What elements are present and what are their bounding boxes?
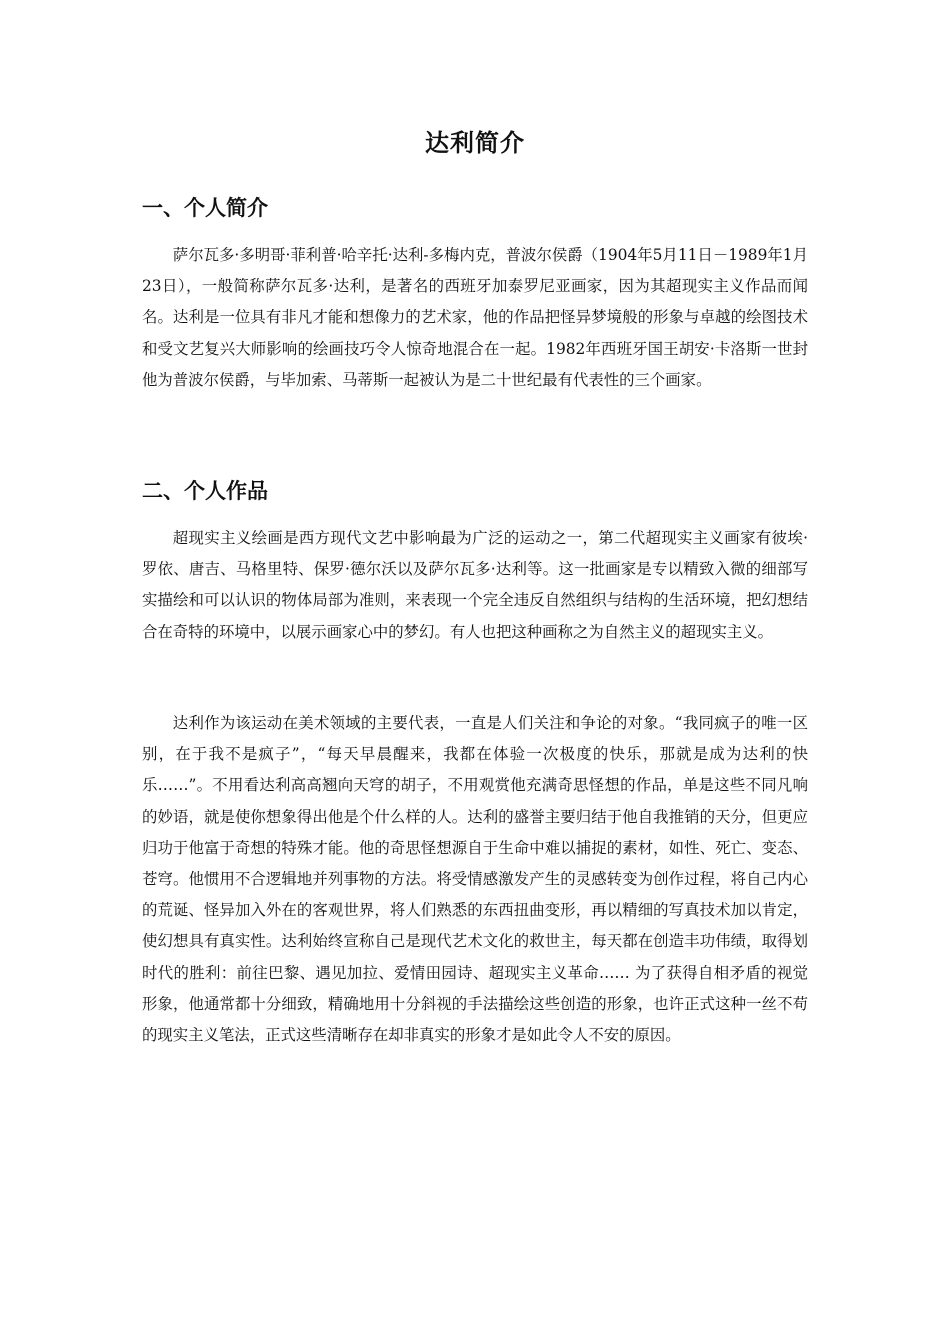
document-title: 达利简介 <box>425 129 525 157</box>
works-paragraph-2: 达利作为该运动在美术领域的主要代表，一直是人们关注和争论的对象。“我同疯子的唯一区别，在于我不是疯子”，“每天早晨醒来，我都在体验一次极度的快乐，那就是成为达利的快乐……”。不用看达利高高翘向天穹的胡子，不用观赏他充满奇思怪想的作品，单是这些不同凡响的妙语，就是使你想象得出他是个什么样的人。达利的盛誉主要归结于他自我推销的天分，但更应归功于他富于奇想的特殊才能。他的奇思怪想源自于生命中难以捕捉的素材，如性、死亡、变态、苍穹。他惯用不合逻辑地并列事物的方法。将受情感激发产生的灵感转变为创作过程，将自己内心的荒诞、怪异加入外在的客观世界，将人们熟悉的东西扭曲变形，再以精细的写真技术加以肯定，使幻想具有真实性。达利始终宣称自己是现代艺术文化的救世主，每天都在创造丰功伟绩，取得划时代的胜利：前往巴黎、遇见加拉、爱情田园诗、超现实主义革命…… 为了获得自相矛盾的视觉形象，他通常都十分细致，精确地用十分斜视的手法描绘这些创造的形象，也许正式这种一丝不苟的现实主义笔法，正式这些清晰存在却非真实的形象才是如此令人不安的原因。 <box>142 714 808 1045</box>
section-heading-profile: 一、个人简介 <box>142 196 268 220</box>
section-heading-works: 二、个人作品 <box>142 479 268 503</box>
profile-paragraph: 萨尔瓦多·多明哥·菲利普·哈辛托·达利-多梅内克，普波尔侯爵（1904年5月11日－1989年1月23日），一般简称萨尔瓦多·达利，是著名的西班牙加泰罗尼亚画家，因为其超现实主义作品而闻名。达利是一位具有非凡才能和想像力的艺术家，他的作品把怪异梦境般的形象与卓越的绘图技术和受文艺复兴大师影响的绘画技巧令人惊奇地混合在一起。1982年西班牙国王胡安·卡洛斯一世封他为普波尔侯爵，与毕加索、马蒂斯一起被认为是二十世纪最有代表性的三个画家。 <box>142 246 808 389</box>
works-paragraph-1: 超现实主义绘画是西方现代文艺中影响最为广泛的运动之一，第二代超现实主义画家有彼埃·罗依、唐吉、马格里特、保罗·德尔沃以及萨尔瓦多·达利等。这一批画家是专以精致入微的细部写实描绘和可以认识的物体局部为准则，来表现一个完全违反自然组织与结构的生活环境，把幻想结合在奇特的环境中，以展示画家心中的梦幻。有人也把这种画称之为自然主义的超现实主义。 <box>142 529 808 641</box>
